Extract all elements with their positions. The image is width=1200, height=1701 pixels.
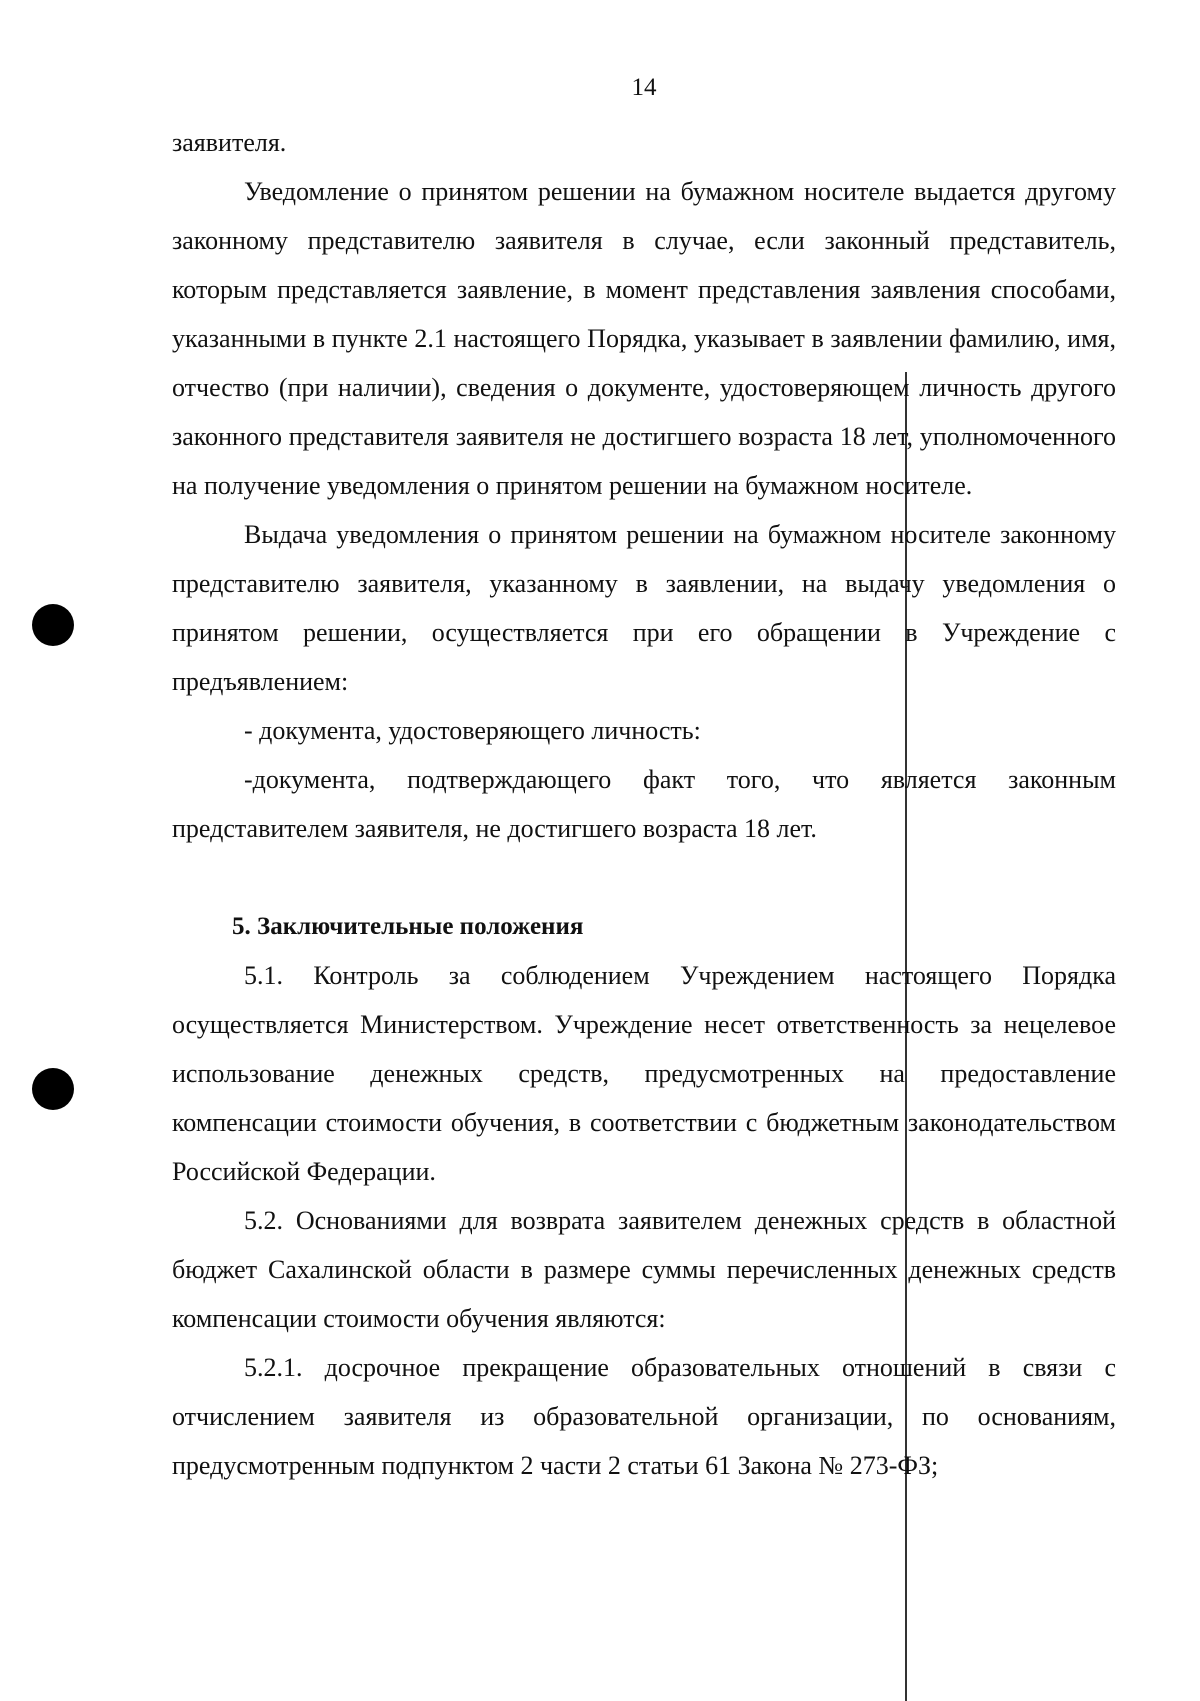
punch-hole-top bbox=[32, 604, 74, 646]
list-item-identity-document: - документа, удостоверяющего личность: bbox=[244, 716, 701, 745]
section-spacer bbox=[172, 853, 1116, 902]
punch-hole-bottom bbox=[32, 1068, 74, 1110]
paragraph-5-2: 5.2. Основаниями для возврата заявителем денежных средств в областной бюджет Сахалинской области в размере суммы перечисленных денежных средств компенсации стоимости обучения являются: bbox=[172, 1206, 1116, 1333]
section-heading: 5. Заключительные положения bbox=[232, 913, 584, 940]
paragraph-5-2-1: 5.2.1. досрочное прекращение образовательных отношений в связи с отчислением заявителя из образовательной организации, по основаниям, предусмотренным подпунктом 2 части 2 статьи 61 Закона № 273-ФЗ; bbox=[172, 1353, 1116, 1480]
document-body bbox=[172, 118, 1116, 1490]
list-item-representative-document: -документа, подтверждающего факт того, что является законным представителем заявителя, не достигшего возраста 18 лет. bbox=[172, 765, 1116, 843]
paragraph-notification-issue: Уведомление о принятом решении на бумажном носителе выдается другому законному представителю заявителя в случае, если законный представитель, которым представляется заявление, в момент представления заявления способами, указанными в пункте 2.1 настоящего Порядка, указывает в заявлении фамилию, имя, отчество (при наличии), сведения о документе, удостоверяющем личность другого законного представителя заявителя не достигшего возраста 18 лет, уполномоченного на получение уведомления о принятом решении на бумажном носителе. bbox=[172, 177, 1116, 500]
paragraph-5-1: 5.1. Контроль за соблюдением Учреждением настоящего Порядка осуществляется Министерством. Учреждение несет ответственность за нецелевое использование денежных средств, предусмотренных на предоставление компенсации стоимости обучения, в соответствии с бюджетным законодательством Российской Федерации. bbox=[172, 961, 1116, 1186]
page-number: 14 bbox=[631, 74, 657, 101]
paragraph-continuation: заявителя. bbox=[172, 128, 287, 157]
paragraph-notification-delivery: Выдача уведомления о принятом решении на бумажном носителе законному представителю заявителя, указанному в заявлении, на выдачу уведомления о принятом решении, осуществляется при его обращении в Учреждение с предъявлением: bbox=[172, 520, 1116, 696]
